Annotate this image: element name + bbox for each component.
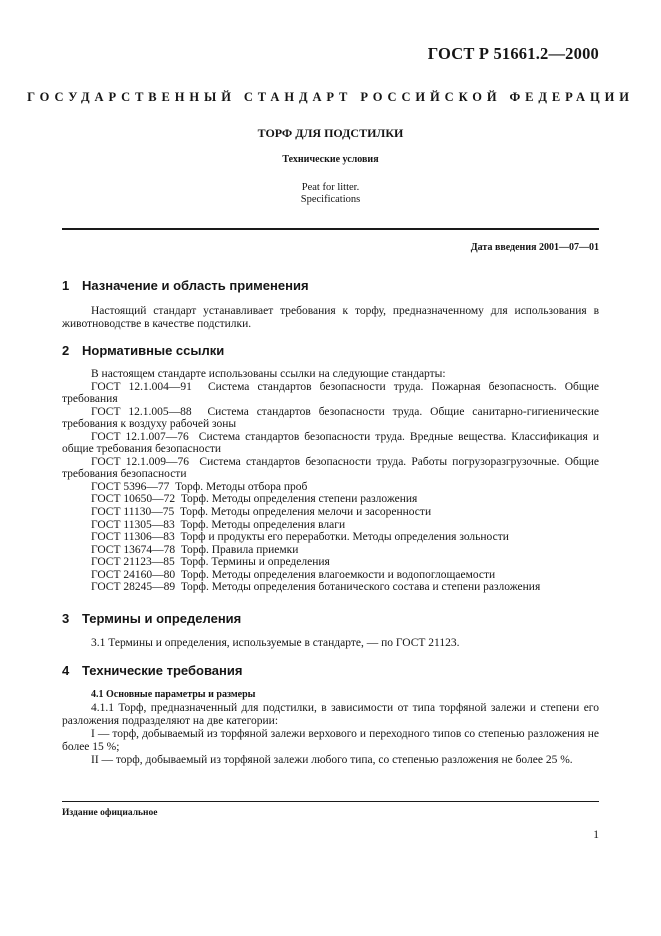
header-divider (62, 228, 599, 230)
reference-title: Торф. Термины и определения (180, 556, 330, 569)
section-2-number: 2 (62, 343, 70, 358)
reference-item (62, 493, 599, 506)
introduction-date: Дата введения 2001—07—01 (470, 242, 599, 253)
reference-code: ГОСТ 11130—75 (91, 506, 175, 519)
section-2-heading (62, 343, 224, 358)
reference-item (62, 431, 599, 456)
reference-code: ГОСТ 5396—77 (91, 480, 170, 493)
subsection-4-1-heading: 4.1 Основные параметры и размеры (91, 689, 256, 700)
reference-title: Торф. Методы определения мелочи и засоренности (180, 506, 432, 519)
english-title (0, 182, 661, 206)
reference-code: ГОСТ 21123—85 (91, 556, 175, 569)
reference-item (62, 556, 599, 569)
reference-title: Торф. Методы определения ботанического состава и степени разложения (180, 581, 541, 594)
reference-title: Торф. Методы определения влаги (180, 518, 346, 531)
reference-code: ГОСТ 11306—83 (91, 531, 175, 544)
section-1-heading (62, 278, 309, 293)
reference-item (62, 569, 599, 582)
references-intro: В настоящем стандарте использованы ссылки на следующие стандарты: (91, 368, 446, 380)
english-title-line-1: Peat for litter. (301, 182, 360, 193)
official-edition-label: Издание официальное (62, 808, 158, 818)
document-title: ТОРФ ДЛЯ ПОДСТИЛКИ (257, 126, 404, 140)
reference-code: ГОСТ 12.1.007—76 (91, 430, 189, 443)
reference-code: ГОСТ 24160—80 (91, 568, 176, 581)
normative-references (62, 368, 599, 594)
english-title-line-2: Specifications (300, 194, 361, 205)
reference-title: Система стандартов безопасности труда. Работы погрузоразгрузочные. Общие требования безопасности (62, 455, 600, 481)
reference-item (62, 456, 599, 481)
section-4-title: Технические требования (82, 663, 243, 678)
footer-divider (62, 801, 599, 802)
reference-title: Торф и продукты его переработки. Методы определения зольности (180, 531, 509, 544)
section-3-number: 3 (62, 611, 70, 626)
section-1-title: Назначение и область применения (82, 278, 309, 293)
reference-title: Система стандартов безопасности труда. Вредные вещества. Классификация и общие требования безопасности (62, 430, 600, 456)
reference-code: ГОСТ 13674—78 (91, 543, 176, 556)
reference-item (62, 581, 599, 594)
reference-code: ГОСТ 10650—72 (91, 493, 176, 506)
reference-item (62, 406, 599, 431)
document-subtitle: Технические условия (282, 154, 379, 165)
reference-title: Система стандартов безопасности труда. Пожарная безопасность. Общие требования (62, 380, 599, 406)
reference-code: ГОСТ 12.1.009—76 (91, 455, 189, 468)
reference-item (62, 381, 599, 406)
section-4-number: 4 (62, 663, 70, 678)
section-2-title: Нормативные ссылки (82, 343, 225, 358)
reference-code: ГОСТ 12.1.004—91 (91, 380, 192, 393)
section-3-title: Термины и определения (82, 611, 242, 626)
reference-item (62, 519, 599, 532)
reference-item (62, 544, 599, 557)
reference-title: Торф. Правила приемки (180, 543, 299, 556)
section-1-text: Настоящий стандарт устанавливает требования к торфу, предназначенному для использования в животноводстве в качестве подстилки. (62, 305, 599, 330)
section-4-paragraph-2: I — торф, добываемый из торфяной залежи верхового и переходного типов со степенью разложения не более 15 %; (62, 728, 599, 753)
page-number: 1 (593, 829, 599, 841)
section-4-paragraph-3: II — торф, добываемый из торфяной залежи любого типа, со степенью разложения не более 25 %. (91, 754, 573, 766)
section-3-text: 3.1 Термины и определения, используемые в стандарте, — по ГОСТ 21123. (91, 637, 460, 649)
standard-number: ГОСТ Р 51661.2—2000 (427, 44, 599, 63)
section-4-paragraph-1: 4.1.1 Торф, предназначенный для подстилки, в зависимости от типа торфяной залежи и степени его разложения подразделяют на две категории: (62, 702, 599, 727)
section-4-heading (62, 663, 242, 678)
reference-title: Торф. Методы отбора проб (175, 480, 308, 493)
reference-title: Торф. Методы определения влагоемкости и водопоглощаемости (180, 568, 496, 581)
section-3-heading (62, 611, 241, 626)
section-1-number: 1 (62, 278, 70, 293)
reference-item (62, 531, 599, 544)
reference-title: Система стандартов безопасности труда. Общие санитарно-гигиенические требования к воздуху рабочей зоны (62, 405, 600, 431)
reference-item (62, 481, 599, 494)
reference-code: ГОСТ 28245—89 (91, 581, 176, 594)
reference-item (62, 506, 599, 519)
reference-code: ГОСТ 11305—83 (91, 518, 175, 531)
reference-code: ГОСТ 12.1.005—88 (91, 405, 192, 418)
reference-title: Торф. Методы определения степени разложения (180, 493, 418, 506)
state-standard-heading: ГОСУДАРСТВЕННЫЙ СТАНДАРТ РОССИЙСКОЙ ФЕДЕРАЦИИ (27, 90, 634, 104)
